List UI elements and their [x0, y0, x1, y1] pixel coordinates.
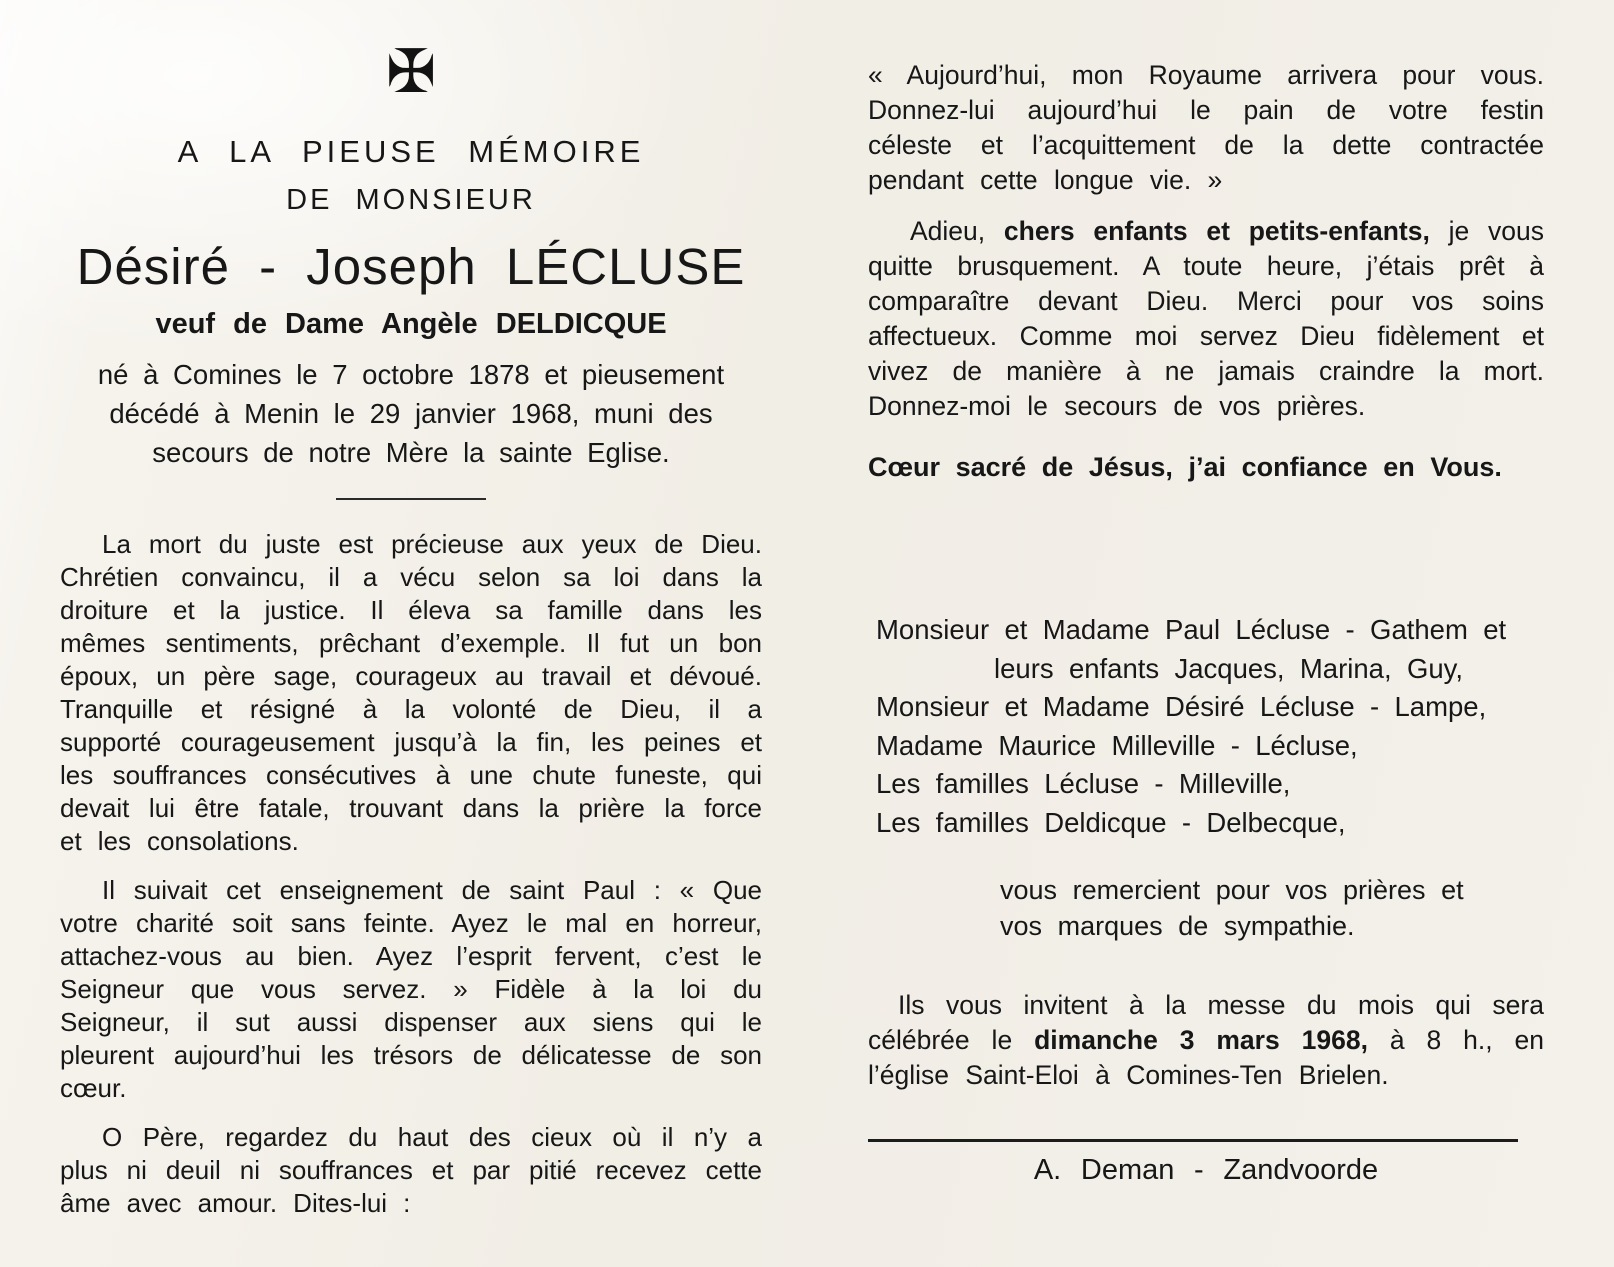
- family-list-item: Madame Maurice Milleville - Lécluse,: [876, 729, 1358, 761]
- eulogy-paragraph-3: O Père, regardez du haut des cieux où il n’y a plus ni deuil ni souffrances et par pitié recevez cette âme avec amour. Dites-lui :: [60, 1122, 762, 1218]
- family-list-item: Les familles Lécluse - Milleville,: [876, 768, 1291, 799]
- invitation-date-bold: dimanche 3 mars 1968,: [1034, 1025, 1368, 1055]
- eulogy-paragraph-1: La mort du juste est précieuse aux yeux de Dieu. Chrétien convaincu, il a vécu selon sa loi dans la droiture et la justice. Il éleva sa famille dans les mêmes sentiments, prêchant d’exemple. Il fut un bon époux, un père sage, courageux au travail et dévoué. Tranquille et résigné à la volonté de Dieu, il a supporté courageusement jusqu’à la fin, les peines et les souffrances consécutives à une chute funeste, qui devait lui être fatale, trouvant dans la prière la force et les consolations.: [60, 529, 762, 856]
- birth-death-text: né à Comines le 7 octobre 1878 et pieusement décédé à Menin le 29 janvier 1968, muni des secours de notre Mère la sainte Eglise.: [97, 359, 725, 468]
- left-column: [60, 26, 762, 1220]
- family-list-item: leurs enfants Jacques, Marina, Guy,: [994, 652, 1463, 684]
- family-list: [868, 611, 1544, 842]
- invitation-text-prefix: Ils vous invitent à la messe du mois qui sera célébrée le: [868, 990, 1544, 1055]
- printer-name: A. Deman - Zandvoorde: [1033, 1154, 1379, 1186]
- memoriam-heading: A LA PIEUSE MÉMOIRE: [177, 134, 645, 169]
- widower-line: veuf de Dame Angèle DELDICQUE: [155, 308, 667, 340]
- family-list-item: Les familles Deldicque - Delbecque,: [876, 806, 1346, 838]
- farewell-paragraph: [868, 214, 1544, 424]
- royaume-quote: « Aujourd’hui, mon Royaume arrivera pour vous. Donnez-lui aujourd’hui le pain de votre festin céleste et l’acquittement de la dette contractée pendant cette longue vie. »: [868, 60, 1544, 195]
- mass-invitation: [868, 988, 1544, 1093]
- farewell-text-rest: je vous quitte brusquement. A toute heure, j’étais prêt à comparaître devant Dieu. Merci pour vos soins affectueux. Comme moi servez Dieu fidèlement et vivez de manière à ne jamais craindre la mort. Donnez-moi le secours de vos prières.: [868, 216, 1545, 421]
- header-divider: [336, 498, 486, 500]
- deceased-name: Désiré - Joseph LÉCLUSE: [76, 238, 746, 295]
- invitation-text-rest: à 8 h., en l’église Saint-Eloi à Comines-Ten Brielen.: [868, 1025, 1545, 1090]
- eulogy-paragraph-2: Il suivait cet enseignement de saint Paul : « Que votre charité soit sans feinte. Ayez le mal en horreur, attachez-vous au bien. Ayez l’esprit fervent, c’est le Seigneur que vous servez. » Fidèle à la loi du Seigneur, il sut aussi dispenser aux siens qui le pleurent aujourd’hui les trésors de délicatesse de son cœur.: [60, 875, 762, 1103]
- farewell-text-bold: chers enfants et petits-enfants,: [1003, 216, 1430, 246]
- monsieur-heading: DE MONSIEUR: [286, 184, 536, 216]
- printer-divider: [868, 1139, 1518, 1142]
- family-list-item: Monsieur et Madame Désiré Lécluse - Lampe,: [876, 691, 1487, 722]
- sacred-heart-invocation: Cœur sacré de Jésus, j’ai confiance en Vous.: [868, 452, 1502, 482]
- cross-icon: ✠: [385, 38, 437, 105]
- thanks-line: vous remercient pour vos prières et: [1000, 875, 1464, 905]
- family-list-item: Monsieur et Madame Paul Lécluse - Gathem et: [876, 614, 1507, 645]
- thanks-block: [1000, 872, 1544, 944]
- right-column: [868, 58, 1544, 1187]
- thanks-line: vos marques de sympathie.: [1000, 911, 1355, 941]
- farewell-text-prefix: Adieu,: [910, 216, 1004, 246]
